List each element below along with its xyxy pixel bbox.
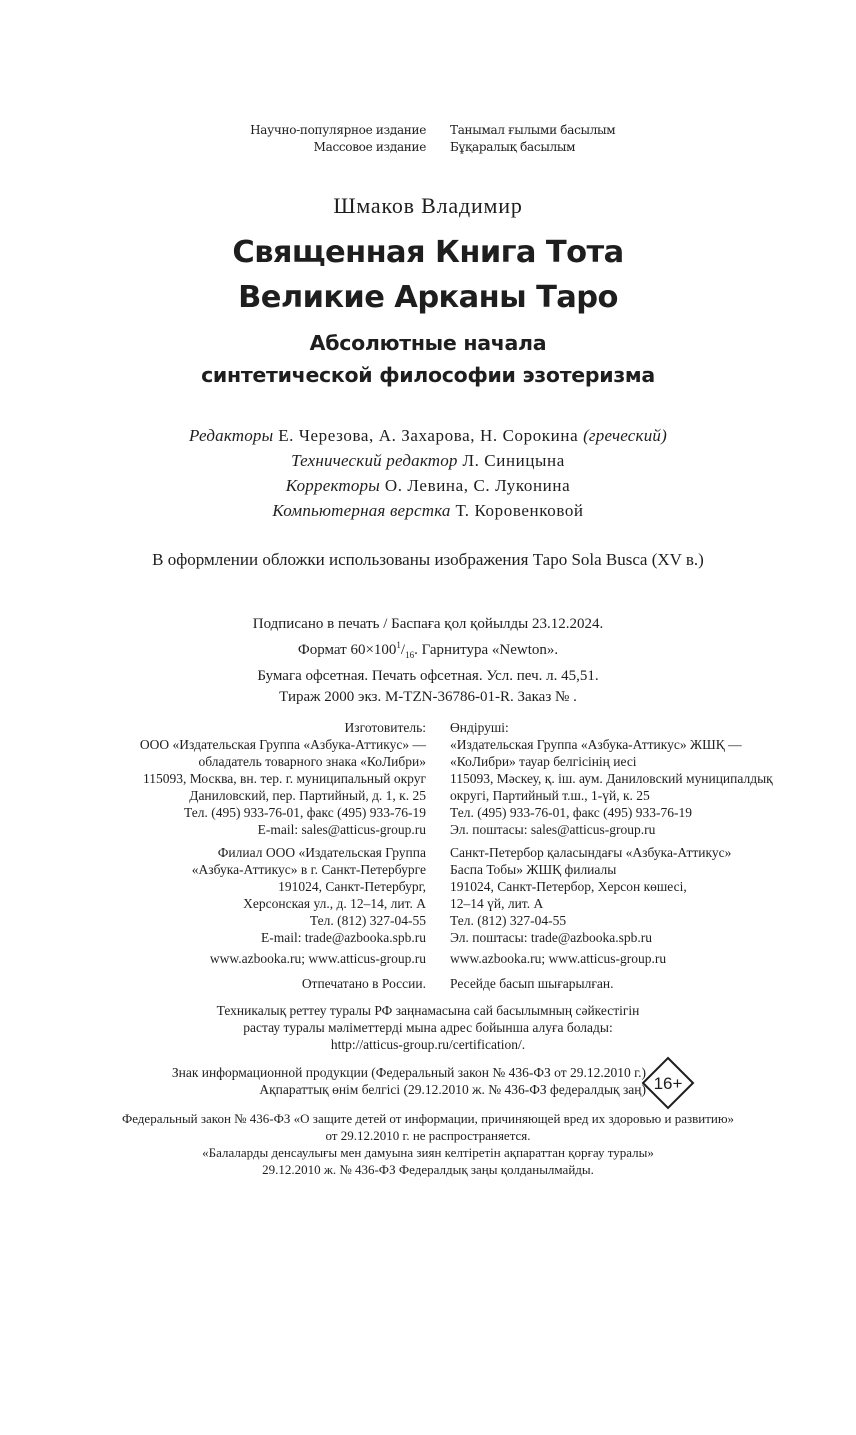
title-line: Великие Арканы Таро (238, 280, 618, 315)
format-suffix: . Гарнитура «Newton». (414, 642, 559, 658)
credit-role: Технический редактор (291, 451, 458, 470)
manufacturer-line: Өндіруші: (450, 720, 509, 735)
branch-line: Эл. поштасы: trade@azbooka.spb.ru (450, 930, 652, 945)
printed-in-ru: Отпечатано в России. (301, 976, 426, 991)
branch-line: Херсонская ул., д. 12–14, лит. А (243, 896, 426, 911)
subtitle-line: синтетической философии эзотеризма (201, 363, 655, 387)
age-rating-badge (640, 1055, 696, 1111)
manufacturer-line: Даниловский, пер. Партийный, д. 1, к. 25 (189, 788, 426, 803)
format-numerator: 1 (396, 640, 401, 650)
credit-names: О. Левина, С. Луконина (379, 476, 571, 495)
manufacturer-line: округі, Партийный т.ш., 1-үй, к. 25 (450, 788, 650, 803)
certification-url: http://atticus-group.ru/certification/. (330, 1037, 526, 1052)
author-name: Шмаков Владимир (333, 193, 523, 218)
print-format: Формат $60\times 100^1/_{16}$. Гарнитура «Newton». (297, 640, 559, 660)
title-line: Священная Книга Тота (232, 235, 624, 270)
credit-names: Л. Синицына (457, 451, 565, 470)
manufacturer-line: 115093, Москва, вн. тер. г. муниципальный округ (143, 771, 426, 786)
websites-kz: www.azbooka.ru; www.atticus-group.ru (450, 951, 667, 966)
branch-line: Баспа Тобы» ЖШҚ филиалы (450, 862, 617, 877)
branch-line: «Азбука-Аттикус» в г. Санкт-Петербурге (191, 862, 426, 877)
credits-block (0, 423, 856, 523)
manufacturer-line: E-mail: sales@atticus-group.ru (257, 822, 426, 837)
edition-type-line: Танымал ғылыми басылым (450, 123, 616, 137)
manufacturer-line: Тел. (495) 933-76-01, факс (495) 933-76-19 (183, 805, 426, 820)
manufacturer-line: Эл. поштасы: sales@atticus-group.ru (450, 822, 656, 837)
credit-line (0, 423, 856, 448)
branch-kz (450, 844, 731, 946)
manufacturer-line: «Издательская Группа «Азбука-Аттикус» ЖШҚ — (450, 737, 742, 752)
credit-role: Редакторы (189, 426, 274, 445)
branch-line: Тел. (812) 327-04-55 (450, 913, 567, 928)
age-rating-label: 16+ (653, 1074, 683, 1093)
certification-line: Техникалық реттеу туралы РФ заңнамасына сай басылымның сәйкестігін (216, 1003, 640, 1018)
manufacturer-ru (140, 719, 426, 838)
branch-line: 191024, Санкт-Петербург, (278, 879, 426, 894)
print-signed: Подписано в печать / Баспаға қол қойылды 23.12.2024. (252, 616, 604, 632)
credit-names: Е. Черезова, А. Захарова, Н. Сорокина (273, 426, 584, 445)
subtitle-line: Абсолютные начала (309, 331, 547, 355)
law-note-line: от 29.12.2010 г. не распространяется. (325, 1128, 531, 1143)
branch-line: E-mail: trade@azbooka.spb.ru (261, 930, 426, 945)
credit-line (0, 473, 856, 498)
branch-line: Санкт-Петербор қаласындағы «Азбука-Аттикус» (450, 845, 732, 860)
manufacturer-line: обладатель товарного знака «КоЛибри» (198, 754, 426, 769)
law-note-line: «Балаларды денсаулығы мен дамуына зиян келтіретін ақпараттан қорғау туралы» (202, 1145, 654, 1160)
certification-line: растау туралы мәліметтерді мына адрес бойынша алуға болады: (243, 1020, 613, 1035)
law-note-line: Федеральный закон № 436-ФЗ «О защите детей от информации, причиняющей вред их здоровью и развитию» (121, 1111, 735, 1126)
law-note (0, 1110, 856, 1178)
manufacturer-line: ООО «Издательская Группа «Азбука-Аттикус» — (139, 737, 426, 752)
law-note-line: 29.12.2010 ж. № 436-ФЗ Федералдық заңы қолданылмайды. (262, 1162, 594, 1177)
websites-ru: www.azbooka.ru; www.atticus-group.ru (209, 951, 426, 966)
info-sign-line: Знак информационной продукции (Федеральный закон № 436-ФЗ от 29.12.2010 г.) (171, 1065, 646, 1080)
printed-in-kz: Ресейде басып шығарылған. (450, 976, 614, 991)
certification-note (0, 1002, 856, 1053)
print-info (0, 614, 856, 708)
manufacturer-kz (450, 719, 773, 838)
cover-note: В оформлении обложки использованы изображения Таро Sola Busca (XV в.) (152, 550, 704, 569)
manufacturer-line: Изготовитель: (344, 720, 426, 735)
branch-ru (192, 844, 426, 946)
format-prefix: Формат 60×100 (297, 642, 397, 658)
edition-type-kz (450, 122, 615, 156)
branch-line: 191024, Санкт-Петербор, Херсон көшесі, (450, 879, 687, 894)
manufacturer-line: 115093, Мәскеу, қ. іш. аум. Даниловский муниципалдық (450, 771, 773, 786)
edition-type-line: Бұқаралық басылым (450, 140, 576, 154)
manufacturer-line: Тел. (495) 933-76-01, факс (495) 933-76-19 (450, 805, 693, 820)
format-denominator: 16 (405, 650, 415, 660)
branch-line: 12–14 үй, лит. А (450, 896, 544, 911)
credit-names: Т. Коровенковой (450, 501, 584, 520)
book-title (0, 230, 856, 320)
print-run: Тираж 2000 экз. M-TZN-36786-01-R. Заказ № . (279, 689, 577, 705)
credit-role: Корректоры (285, 476, 380, 495)
credit-line (0, 498, 856, 523)
book-subtitle (0, 327, 856, 391)
manufacturer-line: «КоЛибри» тауар белгісінің иесі (450, 754, 637, 769)
edition-type-line: Массовое издание (313, 140, 426, 154)
edition-type-ru (250, 122, 426, 156)
branch-line: Филиал ООО «Издательская Группа (217, 845, 426, 860)
print-paper: Бумага офсетная. Печать офсетная. Усл. печ. л. 45,51. (257, 668, 599, 684)
branch-line: Тел. (812) 327-04-55 (309, 913, 426, 928)
info-sign-line: Ақпараттық өнім белгісі (29.12.2010 ж. № 436-ФЗ федералдық заң) (259, 1082, 646, 1097)
credit-line (0, 448, 856, 473)
credit-role: Компьютерная верстка (272, 501, 451, 520)
edition-type-line: Научно-популярное издание (250, 123, 426, 137)
credit-note: (греческий) (583, 426, 667, 445)
info-sign-text (172, 1064, 646, 1098)
